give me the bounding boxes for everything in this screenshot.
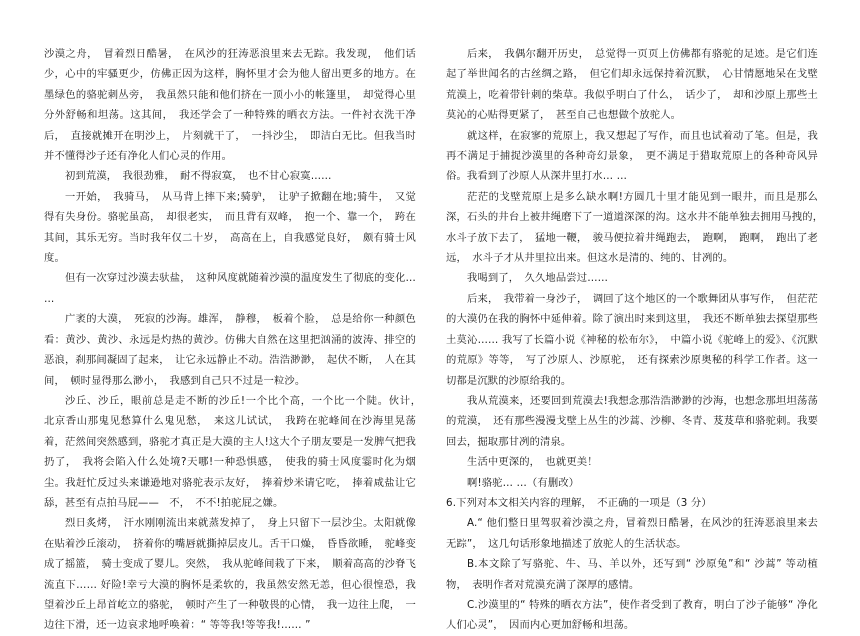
- paragraph-heat: 烈日炙烤， 汗水刚刚流出来就蒸发掉了， 身上只留下一层沙尘。太阳就像在贴着沙丘滚动， 挤着你的嘴唇就撕掉层皮儿。舌干口燥， 昏昏欲睡， 驼峰变成了摇篮， 骑士变成了婴儿。突然， 我从驼峰间栽了下来， 顺着高高的沙脊飞流直下…… 好险!幸亏大漠的胸怀是柔软的，我虽然安然无恙，但心很惶恐，我望着沙丘上昂首屹立的骆驼， 顿时产生了一种敬畏的心情， 我一边往上爬， 一边往下滑，还一边哀求地呼唤着：“ 等等我!等等我!…… ”: [44, 517, 416, 632]
- paragraph-riding: 一开始， 我骑马， 从马背上摔下来;骑驴， 让驴子掀翻在地;骑牛， 又觉得有失身份。骆驼虽高， 却很老实， 而且背有双峰， 抱一个、靠一个， 跨在其间，其乐无穷。当时我年仅二十岁， 高高在上，自我感觉良好， 颇有骑士风度。: [44, 190, 416, 265]
- paragraph-arrival: 初到荒漠， 我很劲雅， 耐不得寂寞， 也不甘心寂寞……: [65, 170, 332, 183]
- paragraph-life: 生活中更深的， 也就更美！: [467, 456, 598, 469]
- paragraph-drink: 我喝到了， 久久地品尝过……: [467, 272, 609, 285]
- paragraph-later: 后来， 我带着一身沙子， 调回了这个地区的一个歌舞团从事写作， 但茫茫的大漠仍在我的胸怀中延伸着。除了演出时来到这里， 我还不断单独去探望那些土莫沁…… 我写了长篇小说《神秘的松布尔》， 中篇小说《驼峰上的爱》、《沉默的荒原》等等， 写了沙原人、沙原驼， 还有探索沙原奥秘的科学工作者。这一切都是沉默的沙原给我的。: [446, 292, 818, 387]
- paragraph-desert: 广袤的大漠， 死寂的沙海。雄浑， 静穆， 板着个脸， 总是给你一种颜色看：黄沙、黄沙、永远是灼热的黄沙。仿佛大自然在这里把汹涌的波涛、排空的恶浪，刹那间凝固了起来， 让它永远静止不动。浩浩渺渺， 起伏不断， 人在其间， 顿时显得那么渺小， 我感到自己只不过是一粒沙。: [44, 313, 416, 387]
- left-text-column: [44, 44, 427, 636]
- question-6-option-c: C.沙漠里的“ 特殊的晒衣方法”，使作者受到了教育，明白了沙子能够“ 净化人们心灵”， 因而内心更加舒畅和坦荡。: [446, 598, 818, 632]
- paragraph-ending: 啊!骆驼… …（有删改）: [467, 476, 580, 489]
- paragraph-dunes: 沙丘、沙丘，眼前总是走不断的沙丘!一个比个高，一个比一个陡。伙计， 北京香山那鬼见愁算什么鬼见愁， 来这儿试试， 我跨在驼峰间在沙海里晃荡着，茫然间突然感到，骆驼才真正是大漠的主人!这大个子朋友要是一发脾气把我扔了， 我将会陷入什么处境?天哪!一种恐惧感， 使我的骑士风度霎时化为烟尘。我赶忙反过头来谦逊地对骆驼表示友好， 捧着炒米请它吃， 捧着咸盐让它舔，甚至有点拍马屁—— 不， 不不!拍驼屁之嫌。: [44, 394, 427, 509]
- paragraph-return: 我从荒漠来，还要回到荒漠去!我想念那浩浩渺渺的沙海，也想念那坦坦荡荡的荒漠， 还有那些漫漫戈壁上丛生的沙蒿、沙柳、冬青、芨芨草和骆驼刺。我要回去，掘取那甘冽的清泉。: [446, 394, 818, 448]
- paragraph-history: 后来， 我偶尔翻开历史， 总觉得一页页上仿佛都有骆驼的足迹。是它们连起了举世闻名的古丝绸之路， 但它们却永远保持着沉默， 心甘情愿地呆在戈壁荒漠上，吃着带针刺的柴草。我似乎明白了什么， 话少了， 却和沙原上那些土莫沁的心贴得更紧了， 甚至自己也想做个放驼人。: [446, 48, 818, 122]
- paragraph-salt-trip: 但有一次穿过沙漠去驮盐， 这种风度就随着沙漠的温度发生了彻底的变化… …: [44, 272, 416, 305]
- paragraph-well: 茫茫的戈壁荒原上是多么缺水啊!方圆几十里才能见到一眼井，而且是那么深，石头的井台上被井绳磨下了一道道深深的沟。这水井不能单独去拥用马拽的， 水斗子放下去了， 猛地一鞭， 骏马便拉着井绳跑去， 跑啊， 跑啊， 跑出了老远， 水斗子才从井里拉出来。但这水是清的、纯的、甘冽的。: [446, 190, 829, 265]
- paragraph-writing: 就这样，在寂寥的荒原上，我又想起了写作，而且也试着动了笔。但是，我再不满足于捕捉沙漠里的各种奇幻景象， 更不满足于猎取荒原上的各种奇风异俗。我看到了沙原人从深井里打水… …: [446, 129, 818, 183]
- question-6-stem: 6.下列对本文相关内容的理解， 不正确的一项是（3 分）: [446, 496, 712, 509]
- question-6-option-b: B.本文除了写骆驼、牛、马、羊以外，还写到“ 沙原兔”和“ 沙蒿” 等动植物， 表明作者对荒漠充满了深厚的感情。: [446, 558, 818, 591]
- right-text-column: [446, 44, 829, 636]
- paragraph-intro: 沙漠之舟， 冒着烈日酷暑， 在风沙的狂涛恶浪里来去无踪。我发现， 他们话少，心中的牢骚更少，仿佛正因为这样，胸怀里才会为他人留出更多的地方。在墨绿色的骆驼刺丛旁， 我虽然只能和他们挤在一顶小小的帐篷里， 却觉得心里分外舒畅和坦荡。这其间， 我还学会了一种特殊的晒衣方法。一件衬衣洗干净后， 直接就摊开在明沙上， 片刻就干了， 一抖沙尘， 即洁白无比。但我当时并不懂得沙子还有净化人们心灵的作用。: [44, 48, 416, 163]
- question-6-option-a: A.“ 他们整日里驾驭着沙漠之舟，冒着烈日酷暑，在风沙的狂涛恶浪里来去无踪”， 这几句话形象地描述了放驼人的生活状态。: [446, 517, 818, 550]
